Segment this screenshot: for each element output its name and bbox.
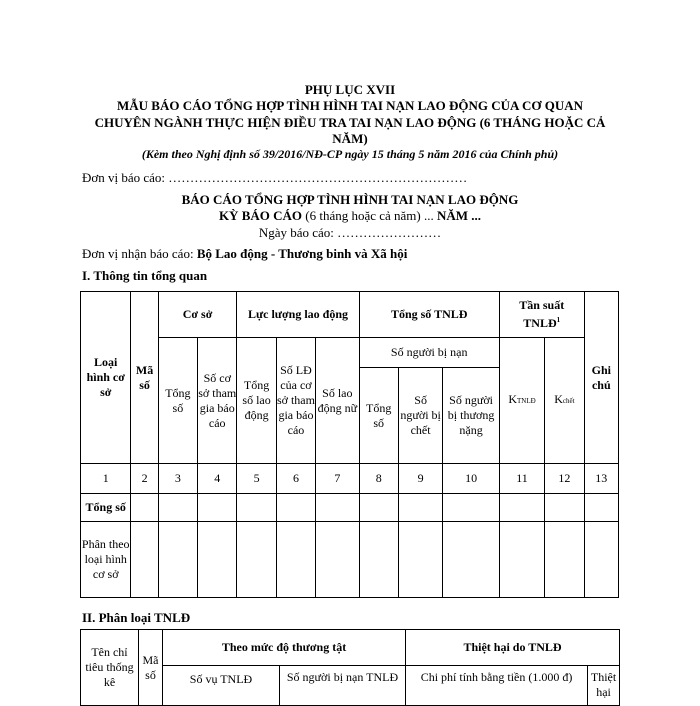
table-cell: 7: [316, 464, 359, 494]
classification-table: [80, 629, 620, 706]
col-facility-type: Loại hình cơ sở: [81, 292, 131, 464]
col-deaths: Số người bị chết: [398, 368, 442, 464]
col-facility-total: Tổng số: [158, 338, 197, 464]
report-date-field: Ngày báo cáo: ……………………: [258, 225, 442, 240]
col-labor-female: Số lao động nữ: [316, 338, 359, 464]
table-cell: 12: [545, 464, 584, 494]
table-cell: [584, 522, 618, 598]
table-cell: [316, 494, 359, 522]
table-cell: [584, 494, 618, 522]
appendix-title: PHỤ LỤC XVII: [304, 82, 396, 97]
table-cell: [316, 522, 359, 598]
row-label-by-type: Phân theo loại hình cơ sở: [81, 522, 131, 598]
col-loss: Thiệt hại: [588, 666, 620, 706]
table-cell: 8: [359, 464, 398, 494]
col-labor-total: Tổng số lao động: [237, 338, 276, 464]
table-cell: [545, 494, 584, 522]
table-cell: 2: [131, 464, 158, 494]
table-cell: 4: [198, 464, 237, 494]
form-title-line-2: CHUYÊN NGÀNH THỰC HIỆN ĐIỀU TRA TAI NẠN LAO ĐỘNG (6 THÁNG HOẶC CẢ: [94, 115, 606, 130]
table-cell: [443, 494, 500, 522]
section-2-heading: II. Phân loại TNLĐ: [82, 610, 191, 625]
col-code-2: Mã số: [139, 630, 163, 706]
col-notes: Ghi chú: [584, 292, 618, 464]
table-cell: 10: [443, 464, 500, 494]
col-indicator-name: Tên chỉ tiêu thống kê: [81, 630, 139, 706]
col-accident-cases: Số vụ TNLĐ: [163, 666, 280, 706]
table-cell: 3: [158, 464, 197, 494]
col-accident-victims: Số người bị nạn TNLĐ: [280, 666, 406, 706]
decree-reference: (Kèm theo Nghị định số 39/2016/NĐ-CP ngày 15 tháng 5 năm 2016 của Chính phủ): [141, 147, 559, 161]
table-header-row: [81, 630, 620, 666]
table-cell: [545, 522, 584, 598]
table-cell: [198, 494, 237, 522]
table-cell: [158, 494, 197, 522]
column-number-row: [81, 464, 619, 494]
table-cell: 1: [81, 464, 131, 494]
report-title: BÁO CÁO TỔNG HỢP TÌNH HÌNH TAI NẠN LAO ĐỘNG: [181, 192, 519, 207]
table-cell: 6: [276, 464, 315, 494]
col-k-tnld: KTNLĐ: [499, 338, 544, 464]
recipient-name: Bộ Lao động - Thương binh và Xã hội: [196, 246, 408, 261]
col-cost: Chi phí tính bằng tiền (1.000 đ): [406, 666, 588, 706]
table-row-total: [81, 494, 619, 522]
col-victims-total: Tổng số: [359, 368, 398, 464]
row-label-total: Tổng số: [81, 494, 131, 522]
reporting-unit-field: Đơn vị báo cáo: ……………………………………………………………: [82, 170, 468, 185]
col-labor-reporting: Số LĐ của cơ sở tham gia báo cáo: [276, 338, 315, 464]
group-accidents: Tổng số TNLĐ: [359, 292, 499, 338]
form-title-line-3: NĂM): [332, 131, 368, 146]
table-cell: 9: [398, 464, 442, 494]
table-cell: [398, 494, 442, 522]
table-cell: [359, 494, 398, 522]
col-k-death: Kchết: [545, 338, 584, 464]
group-damage: Thiệt hại do TNLĐ: [406, 630, 620, 666]
table-cell: 5: [237, 464, 276, 494]
table-cell: [499, 494, 544, 522]
table-cell: [276, 522, 315, 598]
table-cell: [499, 522, 544, 598]
group-frequency: Tần suất TNLĐ$^1$: [499, 292, 584, 338]
form-title-line-1: MẪU BÁO CÁO TỔNG HỢP TÌNH HÌNH TAI NẠN LAO ĐỘNG CỦA CƠ QUAN: [117, 98, 583, 113]
table-cell: [237, 494, 276, 522]
table-cell: [237, 522, 276, 598]
group-facility: Cơ sở: [158, 292, 237, 338]
table-header-row: [81, 338, 619, 368]
col-serious-injuries: Số người bị thương nặng: [443, 368, 500, 464]
table-cell: [198, 522, 237, 598]
table-cell: [398, 522, 442, 598]
recipient-line: Đơn vị nhận báo cáo: Bộ Lao động - Thương binh và Xã hội: [82, 246, 408, 261]
table-cell: [131, 494, 158, 522]
subgroup-victims: Số người bị nạn: [359, 338, 499, 368]
table-cell: [276, 494, 315, 522]
section-1-heading: I. Thông tin tổng quan: [82, 268, 208, 283]
table-cell: [131, 522, 158, 598]
table-cell: 13: [584, 464, 618, 494]
table-row-by-type: [81, 522, 619, 598]
table-cell: [158, 522, 197, 598]
table-cell: [443, 522, 500, 598]
group-severity: Theo mức độ thương tật: [163, 630, 406, 666]
table-header-row: [81, 292, 619, 338]
report-period: KỲ BÁO CÁO (6 tháng hoặc cả năm) ... NĂM ...: [218, 208, 482, 223]
table-cell: 11: [499, 464, 544, 494]
col-facility-reporting: Số cơ sở tham gia báo cáo: [198, 338, 237, 464]
col-code: Mã số: [131, 292, 158, 464]
overview-table: [80, 291, 619, 598]
group-labor-force: Lực lượng lao động: [237, 292, 359, 338]
table-cell: [359, 522, 398, 598]
